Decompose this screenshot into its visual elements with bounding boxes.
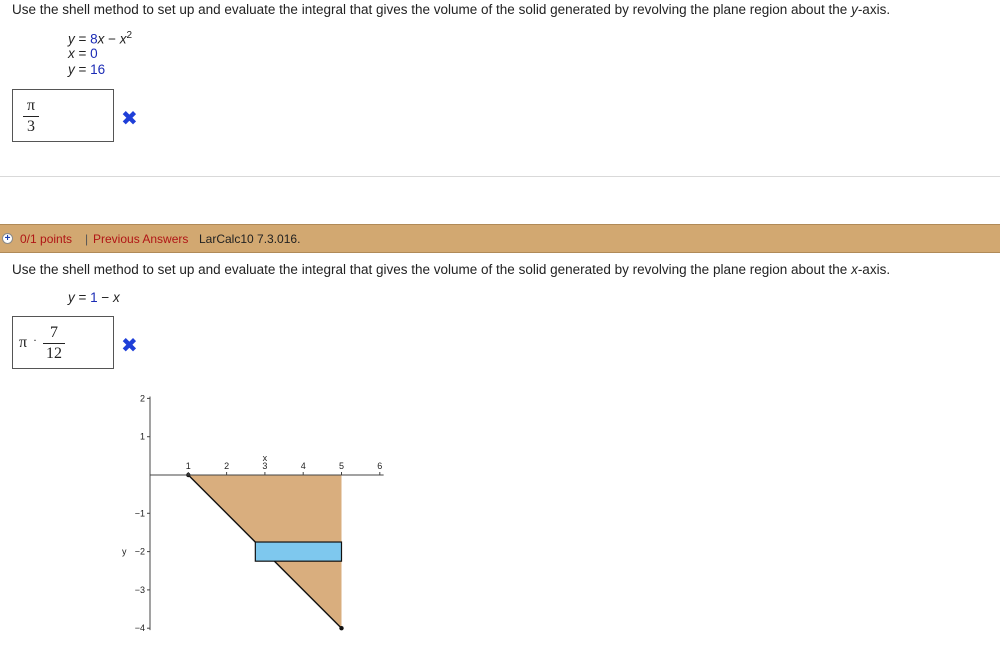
endpoint-dot [339,626,343,630]
x-tick-label: 3 [262,461,268,471]
question-2-prompt: Use the shell method to set up and evaluate the integral that gives the volume of the solid generated by revolving the plane region about the x-axis. [12,262,891,277]
y-tick-label: −1 [134,508,145,519]
q1-equation-3: y = 16 [68,62,106,77]
q1-equation-2: x = 0 [68,46,98,61]
x-axis-label: x [262,453,268,463]
x-tick-label: 6 [377,461,383,471]
q2-equation-1: y = 1 − x [68,290,120,305]
q1-equation-1: $y = 8x - x^2$ [68,30,133,47]
q2-answer-pi: π [19,334,28,351]
y-tick-label: −2 [134,546,145,557]
representative-rectangle [255,542,341,561]
points-label: 0/1 points [20,232,73,246]
question-1-prompt: Use the shell method to set up and evaluate the integral that gives the volume of the solid generated by revolving the plane region about the y-axis. [12,2,891,17]
q1-answer-fraction: π 3 [23,97,39,136]
incorrect-x-icon: ✖ [121,335,138,357]
incorrect-x-icon: ✖ [121,108,138,130]
q2-answer-fraction: 7 12 [43,324,65,363]
y-tick-label: −4 [134,623,145,634]
q2-answer-dot: · [33,333,37,347]
expand-plus-icon[interactable]: + [2,233,13,244]
y-tick-label: 1 [139,431,145,442]
y-tick-label: 2 [139,393,145,404]
header-separator: | [85,232,89,246]
problem-reference: LarCalc10 7.3.016. [199,232,301,246]
x-tick-label: 1 [185,461,191,471]
x-tick-label: 4 [300,461,306,471]
x-tick-label: 2 [224,461,230,471]
figure-group [122,393,384,633]
y-tick-label: −3 [134,584,145,595]
y-axis-label: y [122,546,127,557]
previous-answers-link[interactable]: Previous Answers [93,232,189,246]
x-tick-label: 5 [338,461,345,471]
